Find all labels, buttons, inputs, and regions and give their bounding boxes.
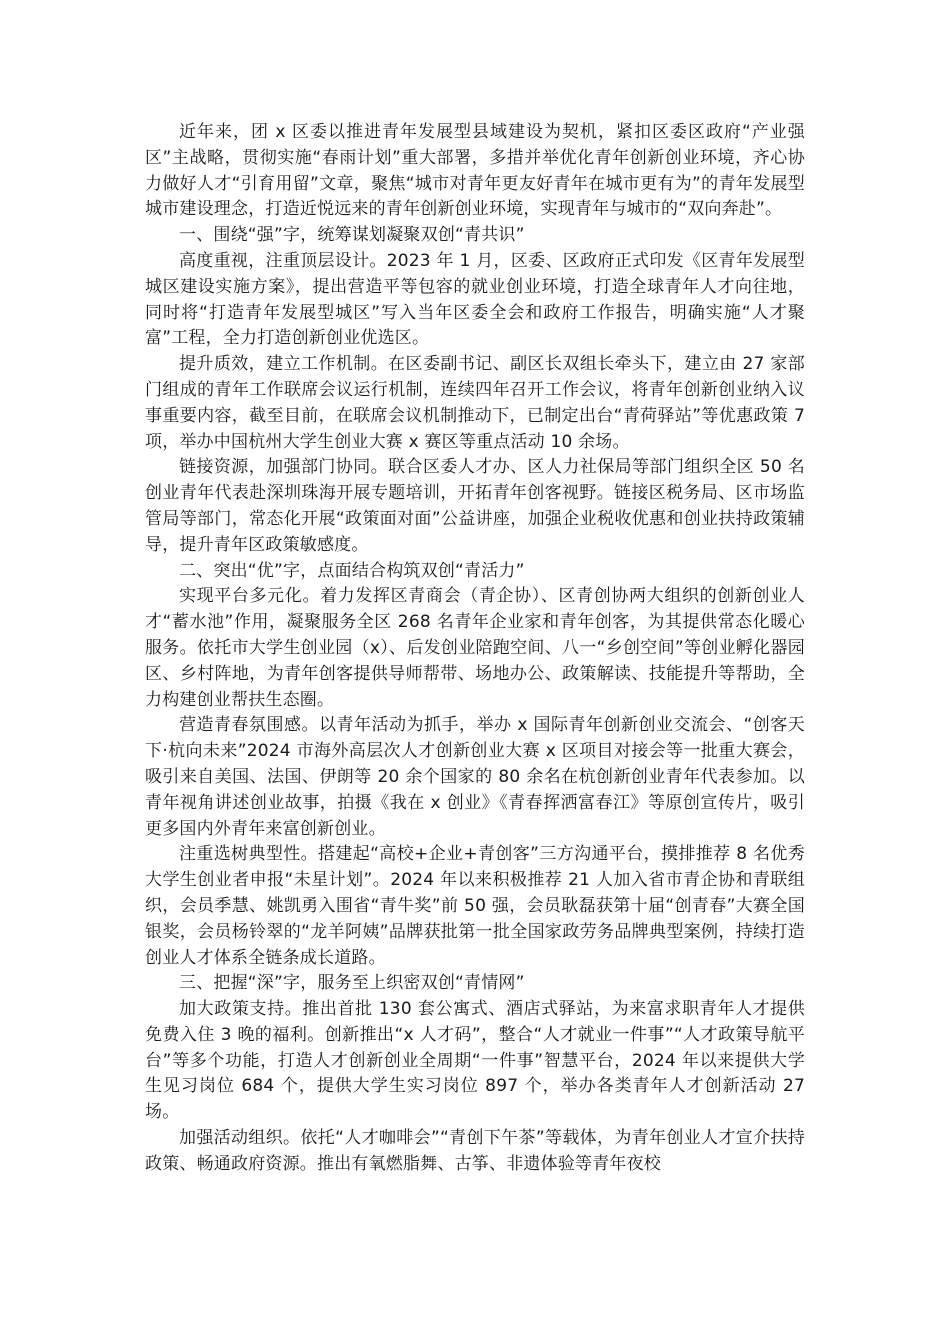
body-paragraph: 提升质效，建立工作机制。在区委副书记、副区长双组长牵头下，建立由 27 家部门组成的青年工作联席会议运行机制，连续四年召开工作会议，将青年创新创业纳入议事重要内容，截至目前，在联席会议机制推动下，已制定出台“青荷驿站”等优惠政策 7 项，举办中国杭州大学生创业大赛 x 赛区等重点活动 10 余场。: [145, 354, 805, 452]
section-heading-2: 二、突出“优”字，点面结合构筑双创“青活力”: [179, 560, 525, 581]
section-heading-1: 一、围绕“强”字，统筹谋划凝聚双创“青共识”: [179, 225, 525, 246]
intro-paragraph: 近年来，团 x 区委以推进青年发展型县域建设为契机，紧扣区委区政府“产业强区”主战略，贯彻实施“春雨计划”重大部署，多措并举优化青年创新创业环境，齐心协力做好人才“引育用留”文章，聚焦“城市对青年更友好青年在城市更有为”的青年发展型城市建设理念，打造近悦远来的青年创新创业环境，实现青年与城市的“双向奔赴”。: [145, 122, 805, 220]
body-paragraph: 加大政策支持。推出首批 130 套公寓式、酒店式驿站，为来富求职青年人才提供免费入住 3 晚的福利。创新推出“x 人才码”，整合“人才就业一件事”“人才政策导航平台”等多个功能，打造人才创新创业全周期“一件事”智慧平台，2024 年以来提供大学生见习岗位 684 个，提供大学生实习岗位 897 个，举办各类青年人才创新活动 27 场。: [145, 999, 805, 1123]
body-paragraph: 加强活动组织。依托“人才咖啡会”“青创下午茶”等载体，为青年创业人才宣介扶持政策、畅通政府资源。推出有氧燃脂舞、古筝、非遗体验等青年夜校: [145, 1128, 805, 1174]
body-paragraph: 实现平台多元化。着力发挥区青商会（青企协）、区青创协两大组织的创新创业人才“蓄水池”作用，凝聚服务全区 268 名青年企业家和青年创客，为其提供常态化暖心服务。依托市大学生创业园（x）、后发创业陪跑空间、八一“乡创空间”等创业孵化器园区、乡村阵地，为青年创客提供导师帮带、场地办公、政策解读、技能提升等帮助，全力构建创业帮扶生态圈。: [145, 586, 805, 710]
body-paragraph: 高度重视，注重顶层设计。2023 年 1 月，区委、区政府正式印发《区青年发展型城区建设实施方案》，提出营造平等包容的就业创业环境，打造全球青年人才向往地，同时将“打造青年发展型城区”写入当年区委全会和政府工作报告，明确实施“人才聚富”工程，全力打造创新创业优选区。: [145, 250, 805, 349]
body-paragraph: 注重选树典型性。搭建起“高校+企业+青创客”三方沟通平台，摸排推荐 8 名优秀大学生创业者申报“未星计划”。2024 年以来积极推荐 21 人加入省市青企协和青联组织，会员季慧、姚凯勇入围省“青牛奖”前 50 强，会员耿磊获第十届“创青春”大赛全国银奖，会员杨铃翠的“龙羊阿姨”品牌获批第一批全国家政劳务品牌典型案例，持续打造创业人才体系全链条成长道路。: [145, 844, 805, 968]
section-heading-3: 三、把握“深”字，服务至上织密双创“青情网”: [179, 973, 525, 994]
body-paragraph: 链接资源，加强部门协同。联合区委人才办、区人力社保局等部门组织全区 50 名创业青年代表赴深圳珠海开展专题培训，开拓青年创客视野。链接区税务局、区市场监管局等部门，常态化开展“政策面对面”公益讲座，加强企业税收优惠和创业扶持政策辅导，提升青年区政策敏感度。: [145, 457, 805, 555]
document-body: [145, 120, 805, 1178]
body-paragraph: 营造青春氛围感。以青年活动为抓手，举办 x 国际青年创新创业交流会、“创客天下·杭向未来”2024 市海外高层次人才创新创业大赛 x 区项目对接会等一批重大赛会，吸引来自美国、法国、伊朗等 20 余个国家的 80 余名在杭创新创业青年代表参加。以青年视角讲述创业故事，拍摄《我在 x 创业》《青春挥洒富春江》等原创宣传片，吸引更多国内外青年来富创新创业。: [145, 715, 805, 839]
